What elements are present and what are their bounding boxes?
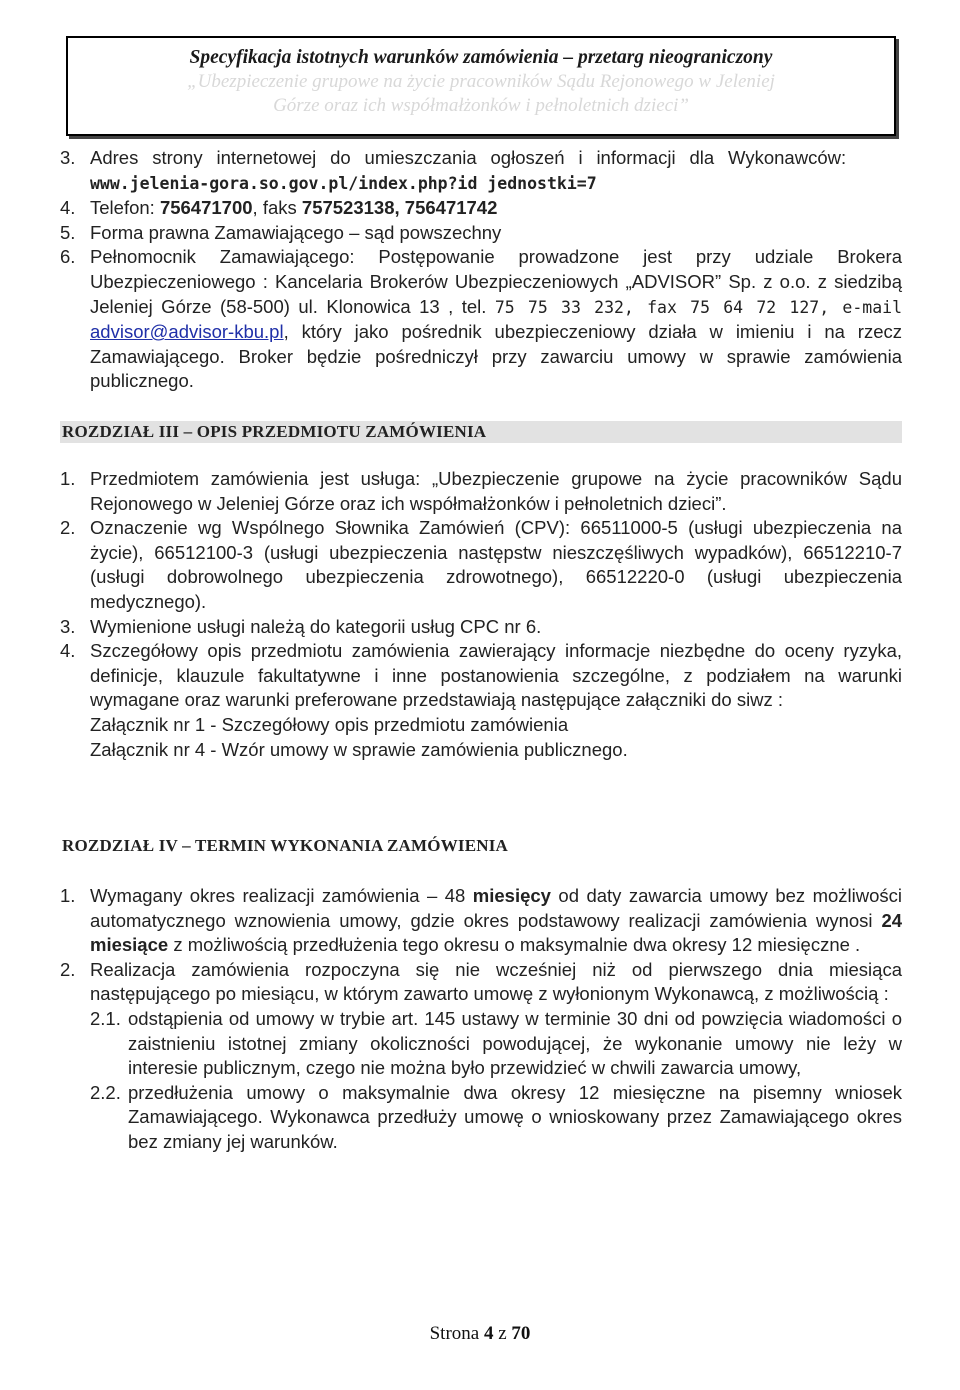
attachment-4: Załącznik nr 4 - Wzór umowy w sprawie zamówienia publicznego. [90, 738, 628, 760]
item-proxy [60, 245, 902, 394]
phone-number: 756471700 [159, 197, 253, 219]
page-footer [0, 1322, 960, 1346]
section-3-item-2 [60, 516, 902, 614]
item-text: Adres strony internetowej do umieszczania ogłoszeń i informacji dla Wykonawców: [90, 147, 847, 168]
item-text-cont: od daty zawarcia umowy bez możliwości automatycznego wznowienia umowy, gdzie okres podstawowy realizacji zamówienia wynosi [90, 885, 903, 931]
item-number: 1. [60, 885, 76, 906]
fax-numbers: 757523138, 756471742 [301, 197, 498, 219]
item-text: Wymienione usługi należą do kategorii usług CPC nr 6. [90, 615, 542, 637]
section-3-item-3 [60, 615, 902, 640]
item-text: Wymagany okres realizacji zamówienia – 48 [90, 885, 466, 906]
item-number: 2.2. [90, 1081, 121, 1103]
item-text: odstąpienia od umowy w trybie art. 145 ustawy w terminie 30 dni od powzięcia wiadomości o zaistnieniu istotnej zmiany okoliczności powodującej, że wykonanie umowy nie leży w interesie publicznym, czego nie można było przewidzieć w chwili zawarcia umowy, [128, 1007, 902, 1079]
section-4-item-2 [60, 958, 902, 1007]
item-number: 3. [60, 147, 76, 168]
item-website [60, 146, 902, 196]
item-number: 6. [60, 246, 76, 268]
header-subtitle-line-2: Górze oraz ich współmałżonków i pełnoletnich dzieci” [273, 95, 689, 116]
page-separator: z [498, 1323, 507, 1344]
contact-items [60, 146, 902, 394]
attachment-1: Załącznik nr 1 - Szczegółowy opis przedmiotu zamówienia [90, 713, 569, 735]
item-legal-form [60, 221, 902, 246]
fax-label: , faks [252, 197, 297, 219]
page-number: 4 [483, 1323, 494, 1344]
item-text: Przedmiotem zamówienia jest usługa: „Ubezpieczenie grupowe na życie pracowników Sądu Rejonowego w Jeleniej Górze oraz ich współmałżonków i pełnoletnich dzieci”. [90, 468, 902, 514]
item-number: 2.1. [90, 1007, 121, 1029]
item-text: Pełnomocnik Zamawiającego: Postępowanie prowadzone jest przy udziale Brokera Ubezpieczeniowego : Kancelaria Brokerów Ubezpieczeniowych „ADVISOR” Sp. z o.o. z siedzibą Jeleniej Górze (58-500) ul. Klonowica 13 , tel. [90, 246, 902, 317]
header-title: Specyfikacja istotnych warunków zamówienia – przetarg nieograniczony [189, 47, 773, 68]
section-4-item-1 [60, 884, 902, 958]
phone-label: Telefon: [90, 197, 155, 219]
page-label: Strona [429, 1323, 480, 1344]
section-3-item-4 [60, 639, 902, 713]
section-3-item-1 [60, 467, 902, 516]
item-number: 4. [60, 197, 76, 219]
item-text: przedłużenia umowy o maksymalnie dwa okresy 12 miesięczne na pisemny wniosek Zamawiającego. Wykonawca przedłuży umowę o wnioskowany przez Zamawiającego okres bez zmiany jej warunków. [128, 1081, 902, 1152]
section-4-subitem-2-2 [60, 1081, 902, 1155]
item-text-tail: z możliwością przedłużenia tego okresu o maksymalnie dwa okresy 12 miesięczne . [173, 934, 861, 956]
item-number: 5. [60, 221, 76, 243]
section-3-body [60, 467, 902, 762]
item-text: Szczegółowy opis przedmiotu zamówienia zawierający informacje niezbędne do oceny ryzyka, definicje, klauzule fakultatywne i inne postanowienia szczególne, z podziałem na warunki wymagane oraz warunki preferowane przedstawiają następujące załączniki do siwz : [90, 640, 902, 711]
section-4-body [60, 884, 902, 1155]
item-text: Realizacja zamówienia rozpoczyna się nie wcześniej niż od pierwszego dnia miesiąca następującego po miesiącu, w którym zawarto umowę z wyłonionym Wykonawcą, z możliwością : [90, 958, 902, 1005]
item-text-contact: 75 75 33 232, fax 75 64 72 127, e-mail [494, 297, 903, 317]
item-number: 2. [60, 517, 76, 539]
section-3-heading-bar [60, 421, 902, 443]
item-number: 4. [60, 640, 76, 662]
website-url[interactable]: www.jelenia-gora.so.gov.pl/index.php?id jednostki=7 [90, 173, 597, 193]
bold-24-months: 24 miesiące [90, 909, 903, 956]
item-number: 1. [60, 468, 76, 489]
item-number: 2. [60, 958, 76, 980]
item-text: Oznaczenie wg Wspólnego Słownika Zamówień (CPV): 66511000-5 (usługi ubezpieczenia na życie), 66512100-3 (usługi ubezpieczenia następstw nieszczęśliwych wypadków), 66512210-7 (usługi dobrowolnego ubezpieczenia zdrowotnego), 66512220-0 (usługi ubezpieczenia medycznego). [90, 517, 902, 612]
email-link[interactable]: advisor@advisor-kbu.pl [90, 321, 284, 343]
item-number: 3. [60, 615, 76, 637]
item-phone [60, 196, 902, 221]
item-text: Forma prawna Zamawiającego – sąd powszechny [90, 221, 502, 243]
section-4-subitem-2-1 [60, 1007, 902, 1081]
document-header [66, 36, 896, 136]
section-3-heading: ROZDZIAŁ III – OPIS PRZEDMIOTU ZAMÓWIENIA [62, 422, 487, 441]
item-text-tail: , który jako pośrednik ubezpieczeniowy działa w imieniu i na rzecz Zamawiającego. Broker będzie pośredniczył przy zawarciu umowy w sprawie zamówienia publicznego. [90, 321, 902, 392]
section-4-heading-bar [60, 835, 902, 857]
header-subtitle-line-1: „Ubezpieczenie grupowe na życie pracowników Sądu Rejonowego w Jeleniej [187, 71, 775, 92]
page-total: 70 [511, 1323, 531, 1344]
bold-months: miesięcy [472, 885, 551, 906]
section-4-heading: ROZDZIAŁ IV – TERMIN WYKONANIA ZAMÓWIENIA [62, 836, 509, 855]
